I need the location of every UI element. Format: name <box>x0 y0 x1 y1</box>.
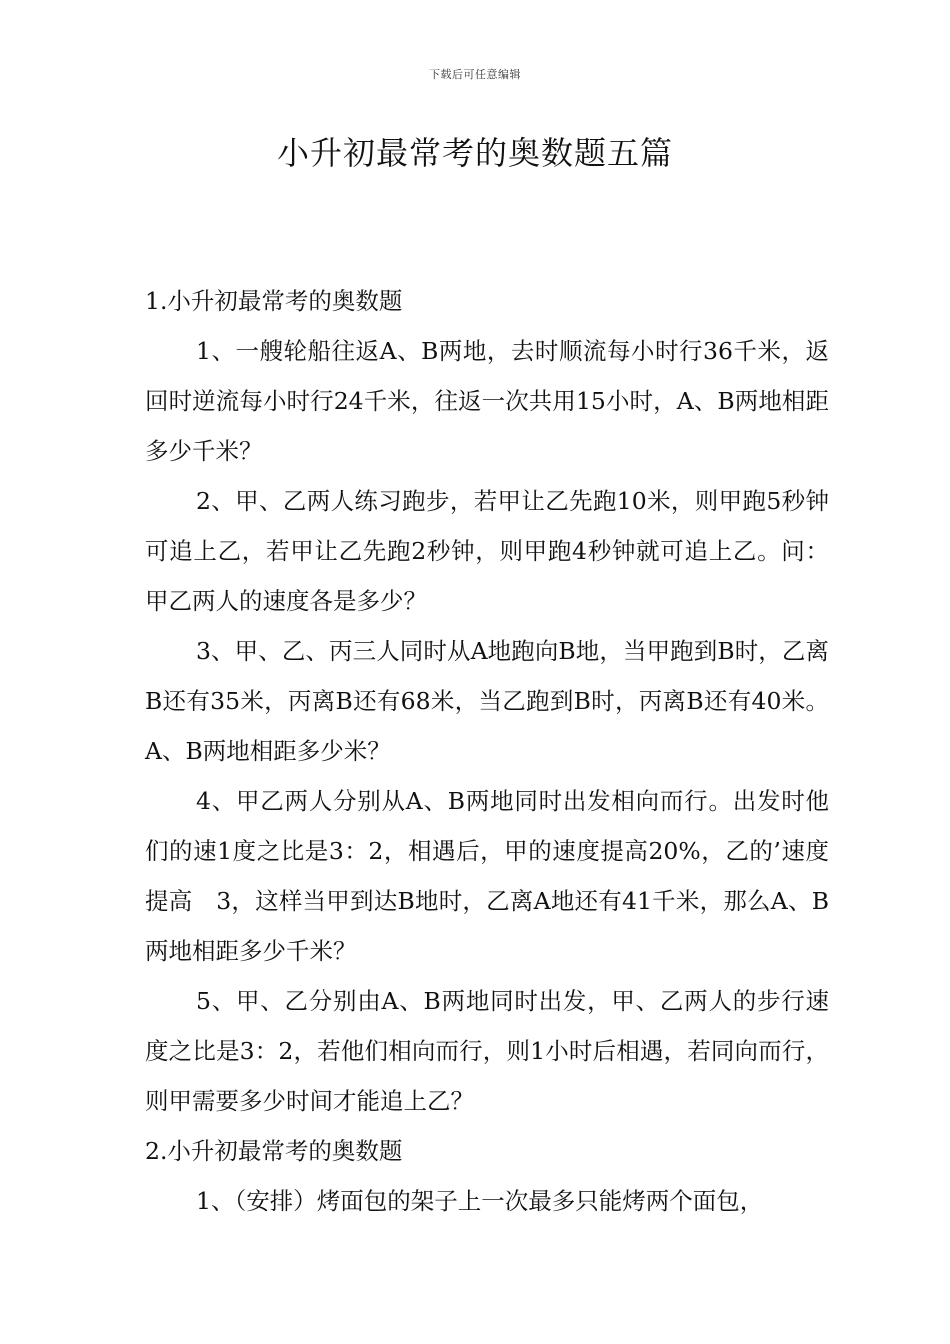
header-note: 下载后可任意编辑 <box>429 68 521 81</box>
section-heading: 1.小升初最常考的奥数题 <box>145 287 403 315</box>
document-title: 小升初最常考的奥数题五篇 <box>276 134 673 172</box>
question-paragraph: 3、甲、乙、丙三人同时从A地跑向B地，当甲跑到B时，乙离B还有35米，丙离B还有68米，当乙跑到B时，丙离B还有40米。A、B两地相距多少米？ <box>145 637 829 765</box>
document-body <box>145 276 829 1226</box>
section-heading: 2.小升初最常考的奥数题 <box>145 1137 403 1165</box>
question-paragraph: 5、甲、乙分别由A、B两地同时出发，甲、乙两人的步行速度之比是3：2，若他们相向而行，则1小时后相遇，若同向而行，则甲需要多少时间才能追上乙？ <box>145 987 829 1115</box>
question-paragraph: 4、甲乙两人分别从A、B两地同时出发相向而行。出发时他们的速1度之比是3：2，相遇后，甲的速度提高20%，乙的’速度提高 3，这样当甲到达B地时，乙离A地还有41千米，那么A、B两地相距多少千米？ <box>145 787 829 965</box>
question-paragraph: 2、甲、乙两人练习跑步，若甲让乙先跑10米，则甲跑5秒钟可追上乙，若甲让乙先跑2秒钟，则甲跑4秒钟就可追上乙。问：甲乙两人的速度各是多少？ <box>145 487 829 615</box>
question-paragraph: 1、一艘轮船往返A、B两地，去时顺流每小时行36千米，返回时逆流每小时行24千米，往返一次共用15小时，A、B两地相距多少千米？ <box>145 337 829 465</box>
question-paragraph: 1、（安排）烤面包的架子上一次最多只能烤两个面包， <box>196 1187 764 1215</box>
